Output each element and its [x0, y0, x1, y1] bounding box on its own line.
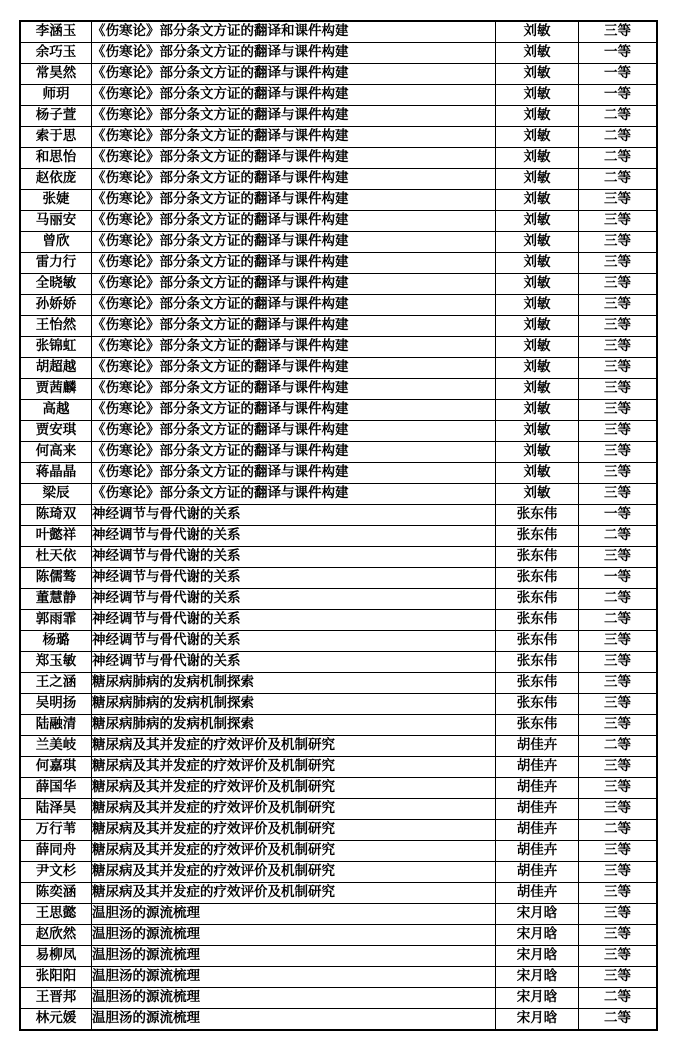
table-row — [20, 64, 657, 85]
advisor-name-cell: 刘敏 — [496, 316, 579, 337]
advisor-name-cell: 刘敏 — [496, 484, 579, 505]
advisor-name-cell: 胡佳卉 — [496, 778, 579, 799]
award-level-cell: 三等 — [579, 631, 658, 652]
award-level-cell: 一等 — [579, 568, 658, 589]
project-title-cell: 《伤寒论》部分条文方证的翻译与课件构建 — [92, 64, 496, 85]
advisor-name-cell: 刘敏 — [496, 106, 579, 127]
award-level-cell: 三等 — [579, 862, 658, 883]
project-title-cell: 《伤寒论》部分条文方证的翻译与课件构建 — [92, 274, 496, 295]
award-level-cell: 三等 — [579, 21, 658, 43]
award-level-cell: 三等 — [579, 337, 658, 358]
student-name-cell: 张阳阳 — [20, 967, 92, 988]
advisor-name-cell: 胡佳卉 — [496, 841, 579, 862]
project-title-cell: 温胆汤的源流梳理 — [92, 904, 496, 925]
award-level-cell: 三等 — [579, 841, 658, 862]
award-level-cell: 三等 — [579, 778, 658, 799]
advisor-name-cell: 张东伟 — [496, 673, 579, 694]
student-name-cell: 高越 — [20, 400, 92, 421]
project-title-cell: 神经调节与骨代谢的关系 — [92, 526, 496, 547]
project-title-cell: 神经调节与骨代谢的关系 — [92, 547, 496, 568]
project-title-cell: 《伤寒论》部分条文方证的翻译与课件构建 — [92, 253, 496, 274]
advisor-name-cell: 刘敏 — [496, 400, 579, 421]
table-row — [20, 337, 657, 358]
project-title-cell: 神经调节与骨代谢的关系 — [92, 568, 496, 589]
table-row — [20, 463, 657, 484]
advisor-name-cell: 张东伟 — [496, 610, 579, 631]
student-name-cell: 易柳凤 — [20, 946, 92, 967]
student-name-cell: 索于思 — [20, 127, 92, 148]
student-name-cell: 马丽安 — [20, 211, 92, 232]
project-title-cell: 糖尿病及其并发症的疗效评价及机制研究 — [92, 820, 496, 841]
student-name-cell: 余巧玉 — [20, 43, 92, 64]
table-row — [20, 421, 657, 442]
advisor-name-cell: 胡佳卉 — [496, 820, 579, 841]
student-name-cell: 杨子萱 — [20, 106, 92, 127]
advisor-name-cell: 刘敏 — [496, 295, 579, 316]
award-level-cell: 二等 — [579, 169, 658, 190]
advisor-name-cell: 刘敏 — [496, 379, 579, 400]
table-row — [20, 799, 657, 820]
table-row — [20, 778, 657, 799]
advisor-name-cell: 刘敏 — [496, 148, 579, 169]
student-name-cell: 郭雨霏 — [20, 610, 92, 631]
student-name-cell: 师玥 — [20, 85, 92, 106]
student-name-cell: 王之涵 — [20, 673, 92, 694]
project-title-cell: 糖尿病肺病的发病机制探索 — [92, 673, 496, 694]
award-level-cell: 二等 — [579, 820, 658, 841]
table-row — [20, 946, 657, 967]
advisor-name-cell: 张东伟 — [496, 568, 579, 589]
award-level-cell: 一等 — [579, 64, 658, 85]
advisor-name-cell: 张东伟 — [496, 631, 579, 652]
advisor-name-cell: 刘敏 — [496, 253, 579, 274]
student-name-cell: 赵欣然 — [20, 925, 92, 946]
table-row — [20, 568, 657, 589]
project-title-cell: 《伤寒论》部分条文方证的翻译与课件构建 — [92, 337, 496, 358]
student-name-cell: 王思懿 — [20, 904, 92, 925]
award-level-cell: 三等 — [579, 715, 658, 736]
advisor-name-cell: 张东伟 — [496, 547, 579, 568]
student-name-cell: 和思怡 — [20, 148, 92, 169]
student-name-cell: 陈琦双 — [20, 505, 92, 526]
advisor-name-cell: 刘敏 — [496, 169, 579, 190]
award-level-cell: 三等 — [579, 799, 658, 820]
award-level-cell: 三等 — [579, 358, 658, 379]
award-level-cell: 二等 — [579, 589, 658, 610]
award-level-cell: 三等 — [579, 274, 658, 295]
award-level-cell: 二等 — [579, 526, 658, 547]
award-level-cell: 一等 — [579, 43, 658, 64]
table-row — [20, 589, 657, 610]
award-level-cell: 二等 — [579, 736, 658, 757]
advisor-name-cell: 宋月晗 — [496, 988, 579, 1009]
table-row — [20, 21, 657, 43]
student-name-cell: 郑玉敏 — [20, 652, 92, 673]
project-title-cell: 《伤寒论》部分条文方证的翻译与课件构建 — [92, 316, 496, 337]
award-level-cell: 三等 — [579, 316, 658, 337]
student-name-cell: 贾安琪 — [20, 421, 92, 442]
advisor-name-cell: 刘敏 — [496, 211, 579, 232]
student-name-cell: 蒋晶晶 — [20, 463, 92, 484]
student-name-cell: 陈儒骜 — [20, 568, 92, 589]
table-row — [20, 988, 657, 1009]
table-row — [20, 883, 657, 904]
student-name-cell: 杨璐 — [20, 631, 92, 652]
advisor-name-cell: 刘敏 — [496, 127, 579, 148]
project-title-cell: 温胆汤的源流梳理 — [92, 925, 496, 946]
advisor-name-cell: 刘敏 — [496, 43, 579, 64]
table-row — [20, 85, 657, 106]
table-row — [20, 148, 657, 169]
table-row — [20, 232, 657, 253]
project-title-cell: 《伤寒论》部分条文方证的翻译与课件构建 — [92, 85, 496, 106]
advisor-name-cell: 张东伟 — [496, 526, 579, 547]
student-name-cell: 胡超越 — [20, 358, 92, 379]
table-row — [20, 43, 657, 64]
advisor-name-cell: 刘敏 — [496, 421, 579, 442]
table-row — [20, 610, 657, 631]
award-level-cell: 三等 — [579, 925, 658, 946]
table-row — [20, 715, 657, 736]
advisor-name-cell: 宋月晗 — [496, 1009, 579, 1031]
advisor-name-cell: 宋月晗 — [496, 904, 579, 925]
project-title-cell: 《伤寒论》部分条文方证的翻译与课件构建 — [92, 211, 496, 232]
student-name-cell: 孙娇娇 — [20, 295, 92, 316]
award-level-cell: 二等 — [579, 127, 658, 148]
project-title-cell: 《伤寒论》部分条文方证的翻译与课件构建 — [92, 295, 496, 316]
project-title-cell: 糖尿病及其并发症的疗效评价及机制研究 — [92, 799, 496, 820]
award-level-cell: 三等 — [579, 946, 658, 967]
table-row — [20, 967, 657, 988]
award-level-cell: 二等 — [579, 610, 658, 631]
table-row — [20, 652, 657, 673]
award-level-cell: 三等 — [579, 547, 658, 568]
student-name-cell: 梁辰 — [20, 484, 92, 505]
table-row — [20, 253, 657, 274]
project-title-cell: 《伤寒论》部分条文方证的翻译与课件构建 — [92, 358, 496, 379]
student-name-cell: 叶懿祥 — [20, 526, 92, 547]
student-name-cell: 董慧静 — [20, 589, 92, 610]
award-level-cell: 三等 — [579, 421, 658, 442]
advisor-name-cell: 胡佳卉 — [496, 736, 579, 757]
project-title-cell: 温胆汤的源流梳理 — [92, 1009, 496, 1031]
student-name-cell: 常昊然 — [20, 64, 92, 85]
award-level-cell: 三等 — [579, 883, 658, 904]
advisor-name-cell: 刘敏 — [496, 358, 579, 379]
project-title-cell: 糖尿病及其并发症的疗效评价及机制研究 — [92, 757, 496, 778]
student-name-cell: 陆泽昊 — [20, 799, 92, 820]
table-row — [20, 904, 657, 925]
student-name-cell: 兰美岐 — [20, 736, 92, 757]
project-title-cell: 神经调节与骨代谢的关系 — [92, 589, 496, 610]
student-name-cell: 贾茜麟 — [20, 379, 92, 400]
award-level-cell: 一等 — [579, 85, 658, 106]
table-row — [20, 400, 657, 421]
project-title-cell: 《伤寒论》部分条文方证的翻译和课件构建 — [92, 21, 496, 43]
student-name-cell: 薛同舟 — [20, 841, 92, 862]
table-row — [20, 274, 657, 295]
project-title-cell: 《伤寒论》部分条文方证的翻译与课件构建 — [92, 484, 496, 505]
project-title-cell: 《伤寒论》部分条文方证的翻译与课件构建 — [92, 379, 496, 400]
student-name-cell: 陈奕涵 — [20, 883, 92, 904]
table-row — [20, 925, 657, 946]
student-name-cell: 王怡然 — [20, 316, 92, 337]
table-row — [20, 316, 657, 337]
advisor-name-cell: 张东伟 — [496, 589, 579, 610]
table-row — [20, 505, 657, 526]
student-name-cell: 万行苇 — [20, 820, 92, 841]
advisor-name-cell: 宋月晗 — [496, 925, 579, 946]
student-name-cell: 吴明扬 — [20, 694, 92, 715]
student-name-cell: 雷力行 — [20, 253, 92, 274]
student-name-cell: 王晋邦 — [20, 988, 92, 1009]
award-results-table — [19, 20, 658, 1031]
advisor-name-cell: 宋月晗 — [496, 946, 579, 967]
award-level-cell: 三等 — [579, 904, 658, 925]
advisor-name-cell: 张东伟 — [496, 715, 579, 736]
advisor-name-cell: 刘敏 — [496, 21, 579, 43]
project-title-cell: 《伤寒论》部分条文方证的翻译与课件构建 — [92, 232, 496, 253]
advisor-name-cell: 胡佳卉 — [496, 883, 579, 904]
advisor-name-cell: 胡佳卉 — [496, 862, 579, 883]
project-title-cell: 《伤寒论》部分条文方证的翻译与课件构建 — [92, 442, 496, 463]
advisor-name-cell: 刘敏 — [496, 274, 579, 295]
project-title-cell: 糖尿病肺病的发病机制探索 — [92, 715, 496, 736]
student-name-cell: 杜天依 — [20, 547, 92, 568]
project-title-cell: 《伤寒论》部分条文方证的翻译与课件构建 — [92, 463, 496, 484]
project-title-cell: 糖尿病及其并发症的疗效评价及机制研究 — [92, 841, 496, 862]
project-title-cell: 温胆汤的源流梳理 — [92, 988, 496, 1009]
advisor-name-cell: 刘敏 — [496, 85, 579, 106]
table-row — [20, 631, 657, 652]
award-level-cell: 二等 — [579, 106, 658, 127]
table-row — [20, 484, 657, 505]
advisor-name-cell: 刘敏 — [496, 463, 579, 484]
project-title-cell: 糖尿病及其并发症的疗效评价及机制研究 — [92, 883, 496, 904]
table-row — [20, 379, 657, 400]
table-row — [20, 820, 657, 841]
award-level-cell: 二等 — [579, 988, 658, 1009]
award-level-cell: 三等 — [579, 652, 658, 673]
table-row — [20, 190, 657, 211]
advisor-name-cell: 张东伟 — [496, 505, 579, 526]
award-level-cell: 三等 — [579, 463, 658, 484]
table-row — [20, 106, 657, 127]
student-name-cell: 尹文杉 — [20, 862, 92, 883]
table-row — [20, 358, 657, 379]
project-title-cell: 神经调节与骨代谢的关系 — [92, 610, 496, 631]
table-row — [20, 736, 657, 757]
award-level-cell: 三等 — [579, 379, 658, 400]
table-row — [20, 211, 657, 232]
award-level-cell: 三等 — [579, 253, 658, 274]
advisor-name-cell: 刘敏 — [496, 442, 579, 463]
advisor-name-cell: 张东伟 — [496, 694, 579, 715]
project-title-cell: 《伤寒论》部分条文方证的翻译与课件构建 — [92, 106, 496, 127]
award-level-cell: 一等 — [579, 505, 658, 526]
award-level-cell: 三等 — [579, 967, 658, 988]
student-name-cell: 全晓敏 — [20, 274, 92, 295]
advisor-name-cell: 刘敏 — [496, 190, 579, 211]
award-level-cell: 二等 — [579, 1009, 658, 1031]
project-title-cell: 神经调节与骨代谢的关系 — [92, 652, 496, 673]
advisor-name-cell: 胡佳卉 — [496, 757, 579, 778]
student-name-cell: 何高来 — [20, 442, 92, 463]
table-row — [20, 295, 657, 316]
table-row — [20, 547, 657, 568]
project-title-cell: 温胆汤的源流梳理 — [92, 967, 496, 988]
table-row — [20, 694, 657, 715]
project-title-cell: 《伤寒论》部分条文方证的翻译与课件构建 — [92, 400, 496, 421]
student-name-cell: 赵依庞 — [20, 169, 92, 190]
project-title-cell: 神经调节与骨代谢的关系 — [92, 631, 496, 652]
table-row — [20, 757, 657, 778]
award-level-cell: 三等 — [579, 442, 658, 463]
table-row — [20, 169, 657, 190]
project-title-cell: 糖尿病及其并发症的疗效评价及机制研究 — [92, 778, 496, 799]
table-row — [20, 841, 657, 862]
project-title-cell: 《伤寒论》部分条文方证的翻译与课件构建 — [92, 43, 496, 64]
award-level-cell: 三等 — [579, 232, 658, 253]
student-name-cell: 林元媛 — [20, 1009, 92, 1031]
student-name-cell: 曾欣 — [20, 232, 92, 253]
award-level-cell: 三等 — [579, 694, 658, 715]
project-title-cell: 《伤寒论》部分条文方证的翻译与课件构建 — [92, 148, 496, 169]
award-level-cell: 三等 — [579, 400, 658, 421]
student-name-cell: 薛国华 — [20, 778, 92, 799]
table-row — [20, 127, 657, 148]
student-name-cell: 张婕 — [20, 190, 92, 211]
advisor-name-cell: 张东伟 — [496, 652, 579, 673]
advisor-name-cell: 刘敏 — [496, 337, 579, 358]
award-level-cell: 三等 — [579, 757, 658, 778]
award-level-cell: 二等 — [579, 148, 658, 169]
project-title-cell: 《伤寒论》部分条文方证的翻译与课件构建 — [92, 190, 496, 211]
project-title-cell: 《伤寒论》部分条文方证的翻译与课件构建 — [92, 127, 496, 148]
table-row — [20, 442, 657, 463]
student-name-cell: 陆融清 — [20, 715, 92, 736]
award-level-cell: 三等 — [579, 295, 658, 316]
project-title-cell: 糖尿病肺病的发病机制探索 — [92, 694, 496, 715]
table-row — [20, 862, 657, 883]
advisor-name-cell: 胡佳卉 — [496, 799, 579, 820]
project-title-cell: 《伤寒论》部分条文方证的翻译与课件构建 — [92, 421, 496, 442]
award-level-cell: 三等 — [579, 211, 658, 232]
advisor-name-cell: 宋月晗 — [496, 967, 579, 988]
award-level-cell: 三等 — [579, 190, 658, 211]
table-body — [20, 21, 657, 1030]
advisor-name-cell: 刘敏 — [496, 64, 579, 85]
award-level-cell: 三等 — [579, 673, 658, 694]
project-title-cell: 《伤寒论》部分条文方证的翻译与课件构建 — [92, 169, 496, 190]
project-title-cell: 神经调节与骨代谢的关系 — [92, 505, 496, 526]
project-title-cell: 糖尿病及其并发症的疗效评价及机制研究 — [92, 862, 496, 883]
student-name-cell: 何嘉琪 — [20, 757, 92, 778]
advisor-name-cell: 刘敏 — [496, 232, 579, 253]
table-row — [20, 526, 657, 547]
student-name-cell: 张锦虹 — [20, 337, 92, 358]
award-level-cell: 三等 — [579, 484, 658, 505]
table-row — [20, 1009, 657, 1031]
project-title-cell: 糖尿病及其并发症的疗效评价及机制研究 — [92, 736, 496, 757]
project-title-cell: 温胆汤的源流梳理 — [92, 946, 496, 967]
student-name-cell: 李涵玉 — [20, 21, 92, 43]
table-row — [20, 673, 657, 694]
